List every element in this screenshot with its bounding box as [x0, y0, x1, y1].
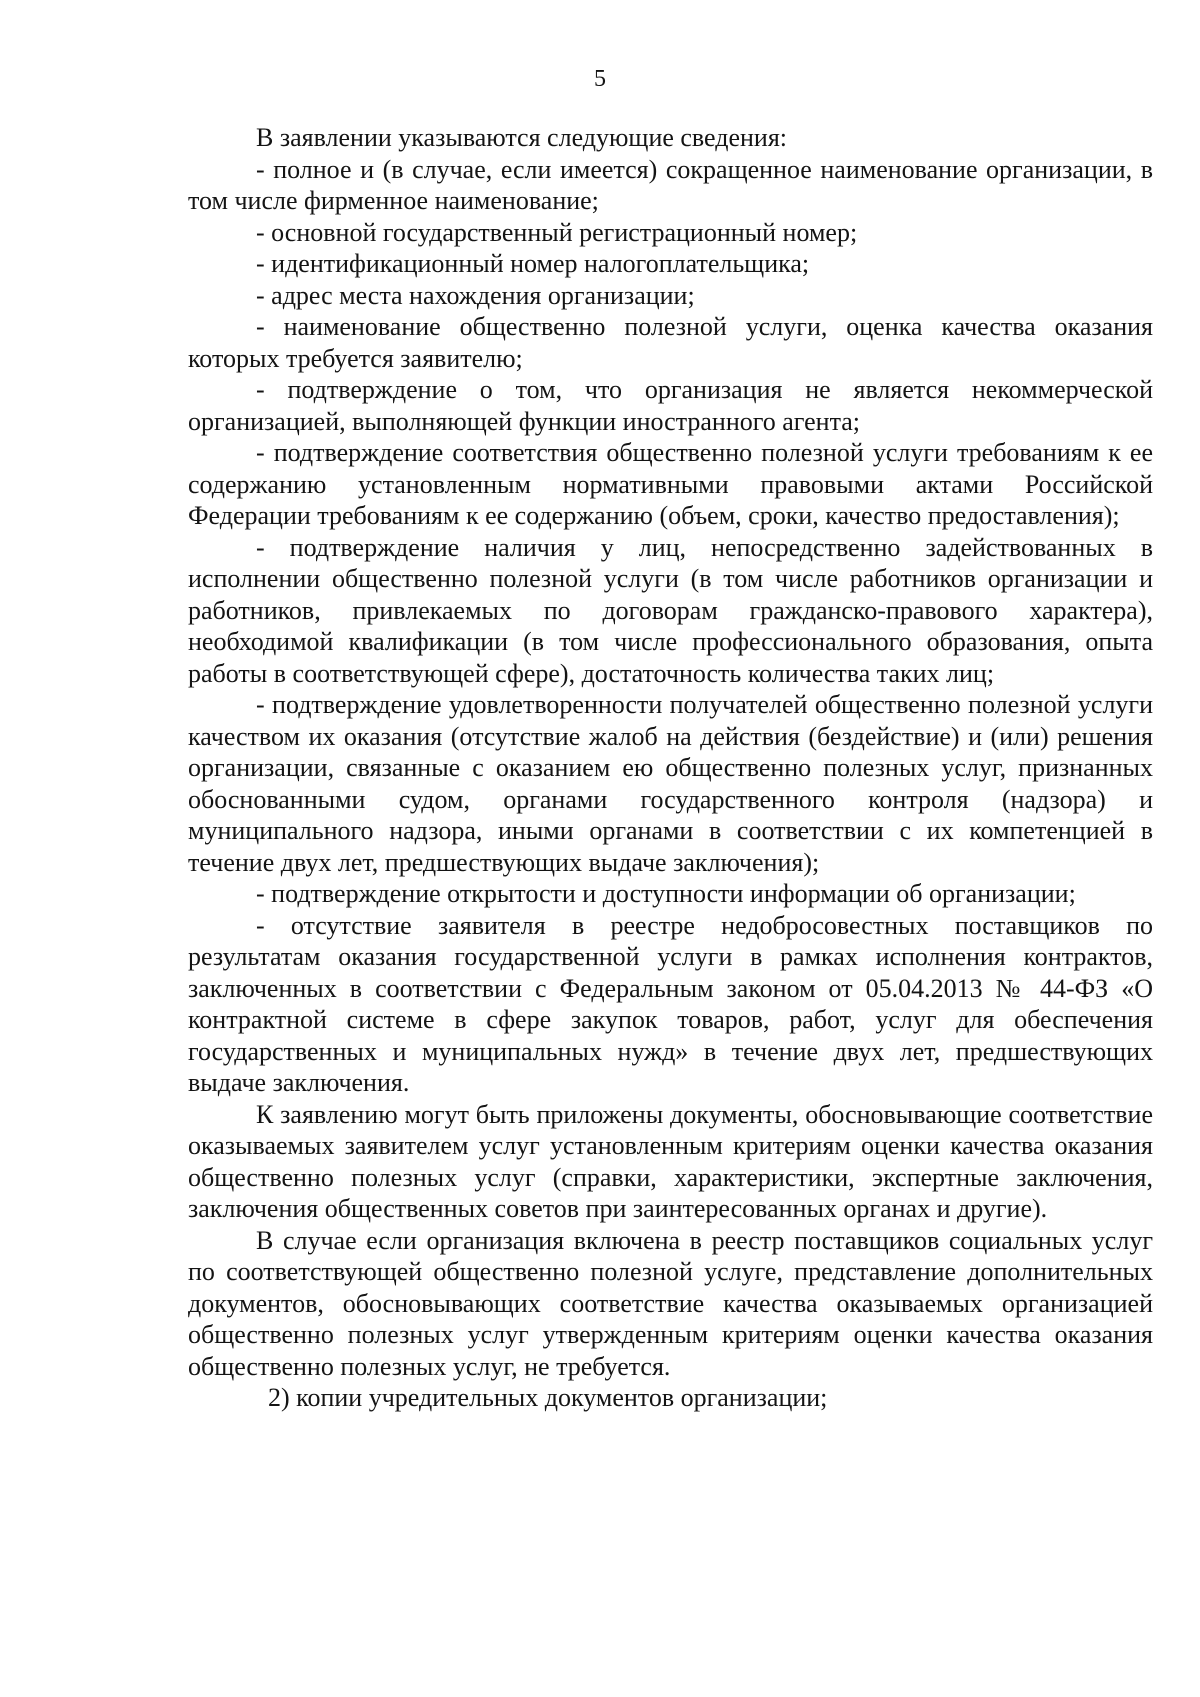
- list-item: - основной государственный регистрационный номер;: [256, 217, 858, 247]
- list-item: - подтверждение о том, что организация не является некоммерческой организацией, выполняющей функции иностранного агента;: [188, 375, 1153, 436]
- page-number: 5: [594, 66, 606, 92]
- intro-paragraph: В заявлении указываются следующие сведения:: [256, 123, 788, 152]
- list-item: - подтверждение удовлетворенности получателей общественно полезной услуги качеством их оказания (отсутствие жалоб на действия (бездействие) и (или) решения организации, связанные с оказанием ею общественно полезных услуг, признанных обоснованными судом, органами государственного контроля (надзора) и муниципального надзора, иными органами в соответствии с их компетенцией в течение двух лет, предшествующих выдаче заключения);: [188, 690, 1153, 877]
- document-body: [188, 122, 1153, 1414]
- list-item: - отсутствие заявителя в реестре недобросовестных поставщиков по результатам оказания государственной услуги в рамках исполнения контрактов, заключенных в соответствии с Федеральным законом от 05.04.2013 № 44-ФЗ «О контрактной системе в сфере закупок товаров, работ, услуг для обеспечения государственных и муниципальных нужд» в течение двух лет, предшествующих выдаче заключения.: [188, 910, 1153, 1097]
- list-item: - подтверждение открытости и доступности информации об организации;: [256, 879, 1076, 908]
- list-item: - наименование общественно полезной услуги, оценка качества оказания которых требуется заявителю;: [188, 312, 1153, 373]
- numbered-item: 2) копии учредительных документов организации;: [268, 1383, 828, 1412]
- list-item: - подтверждение наличия у лиц, непосредственно задействованных в исполнении общественно полезной услуги (в том числе работников организации и работников, привлекаемых по договорам гражданско-правового характера), необходимой квалификации (в том числе профессионального образования, опыта работы в соответствующей сфере), достаточность количества таких лиц;: [188, 532, 1153, 688]
- registry-paragraph: В случае если организация включена в реестр поставщиков социальных услуг по соответствующей общественно полезной услуге, представление дополнительных документов, обосновывающих соответствие качества оказываемых организацией общественно полезных услуг утвержденным критериям оценки качества оказания общественно полезных услуг, не требуется.: [188, 1225, 1153, 1381]
- list-item: - подтверждение соответствия общественно полезной услуги требованиям к ее содержанию установленным нормативными правовыми актами Российской Федерации требованиям к ее содержанию (объем, сроки, качество предоставления);: [188, 438, 1153, 530]
- list-item: - идентификационный номер налогоплательщика;: [256, 249, 810, 278]
- list-item: - адрес места нахождения организации;: [256, 280, 695, 310]
- list-item: - полное и (в случае, если имеется) сокращенное наименование организации, в том числе фирменное наименование;: [188, 154, 1153, 215]
- attachments-paragraph: К заявлению могут быть приложены документы, обосновывающие соответствие оказываемых заявителем услуг установленным критериям оценки качества оказания общественно полезных услуг (справки, характеристики, экспертные заключения, заключения общественных советов при заинтересованных органах и другие).: [188, 1099, 1153, 1223]
